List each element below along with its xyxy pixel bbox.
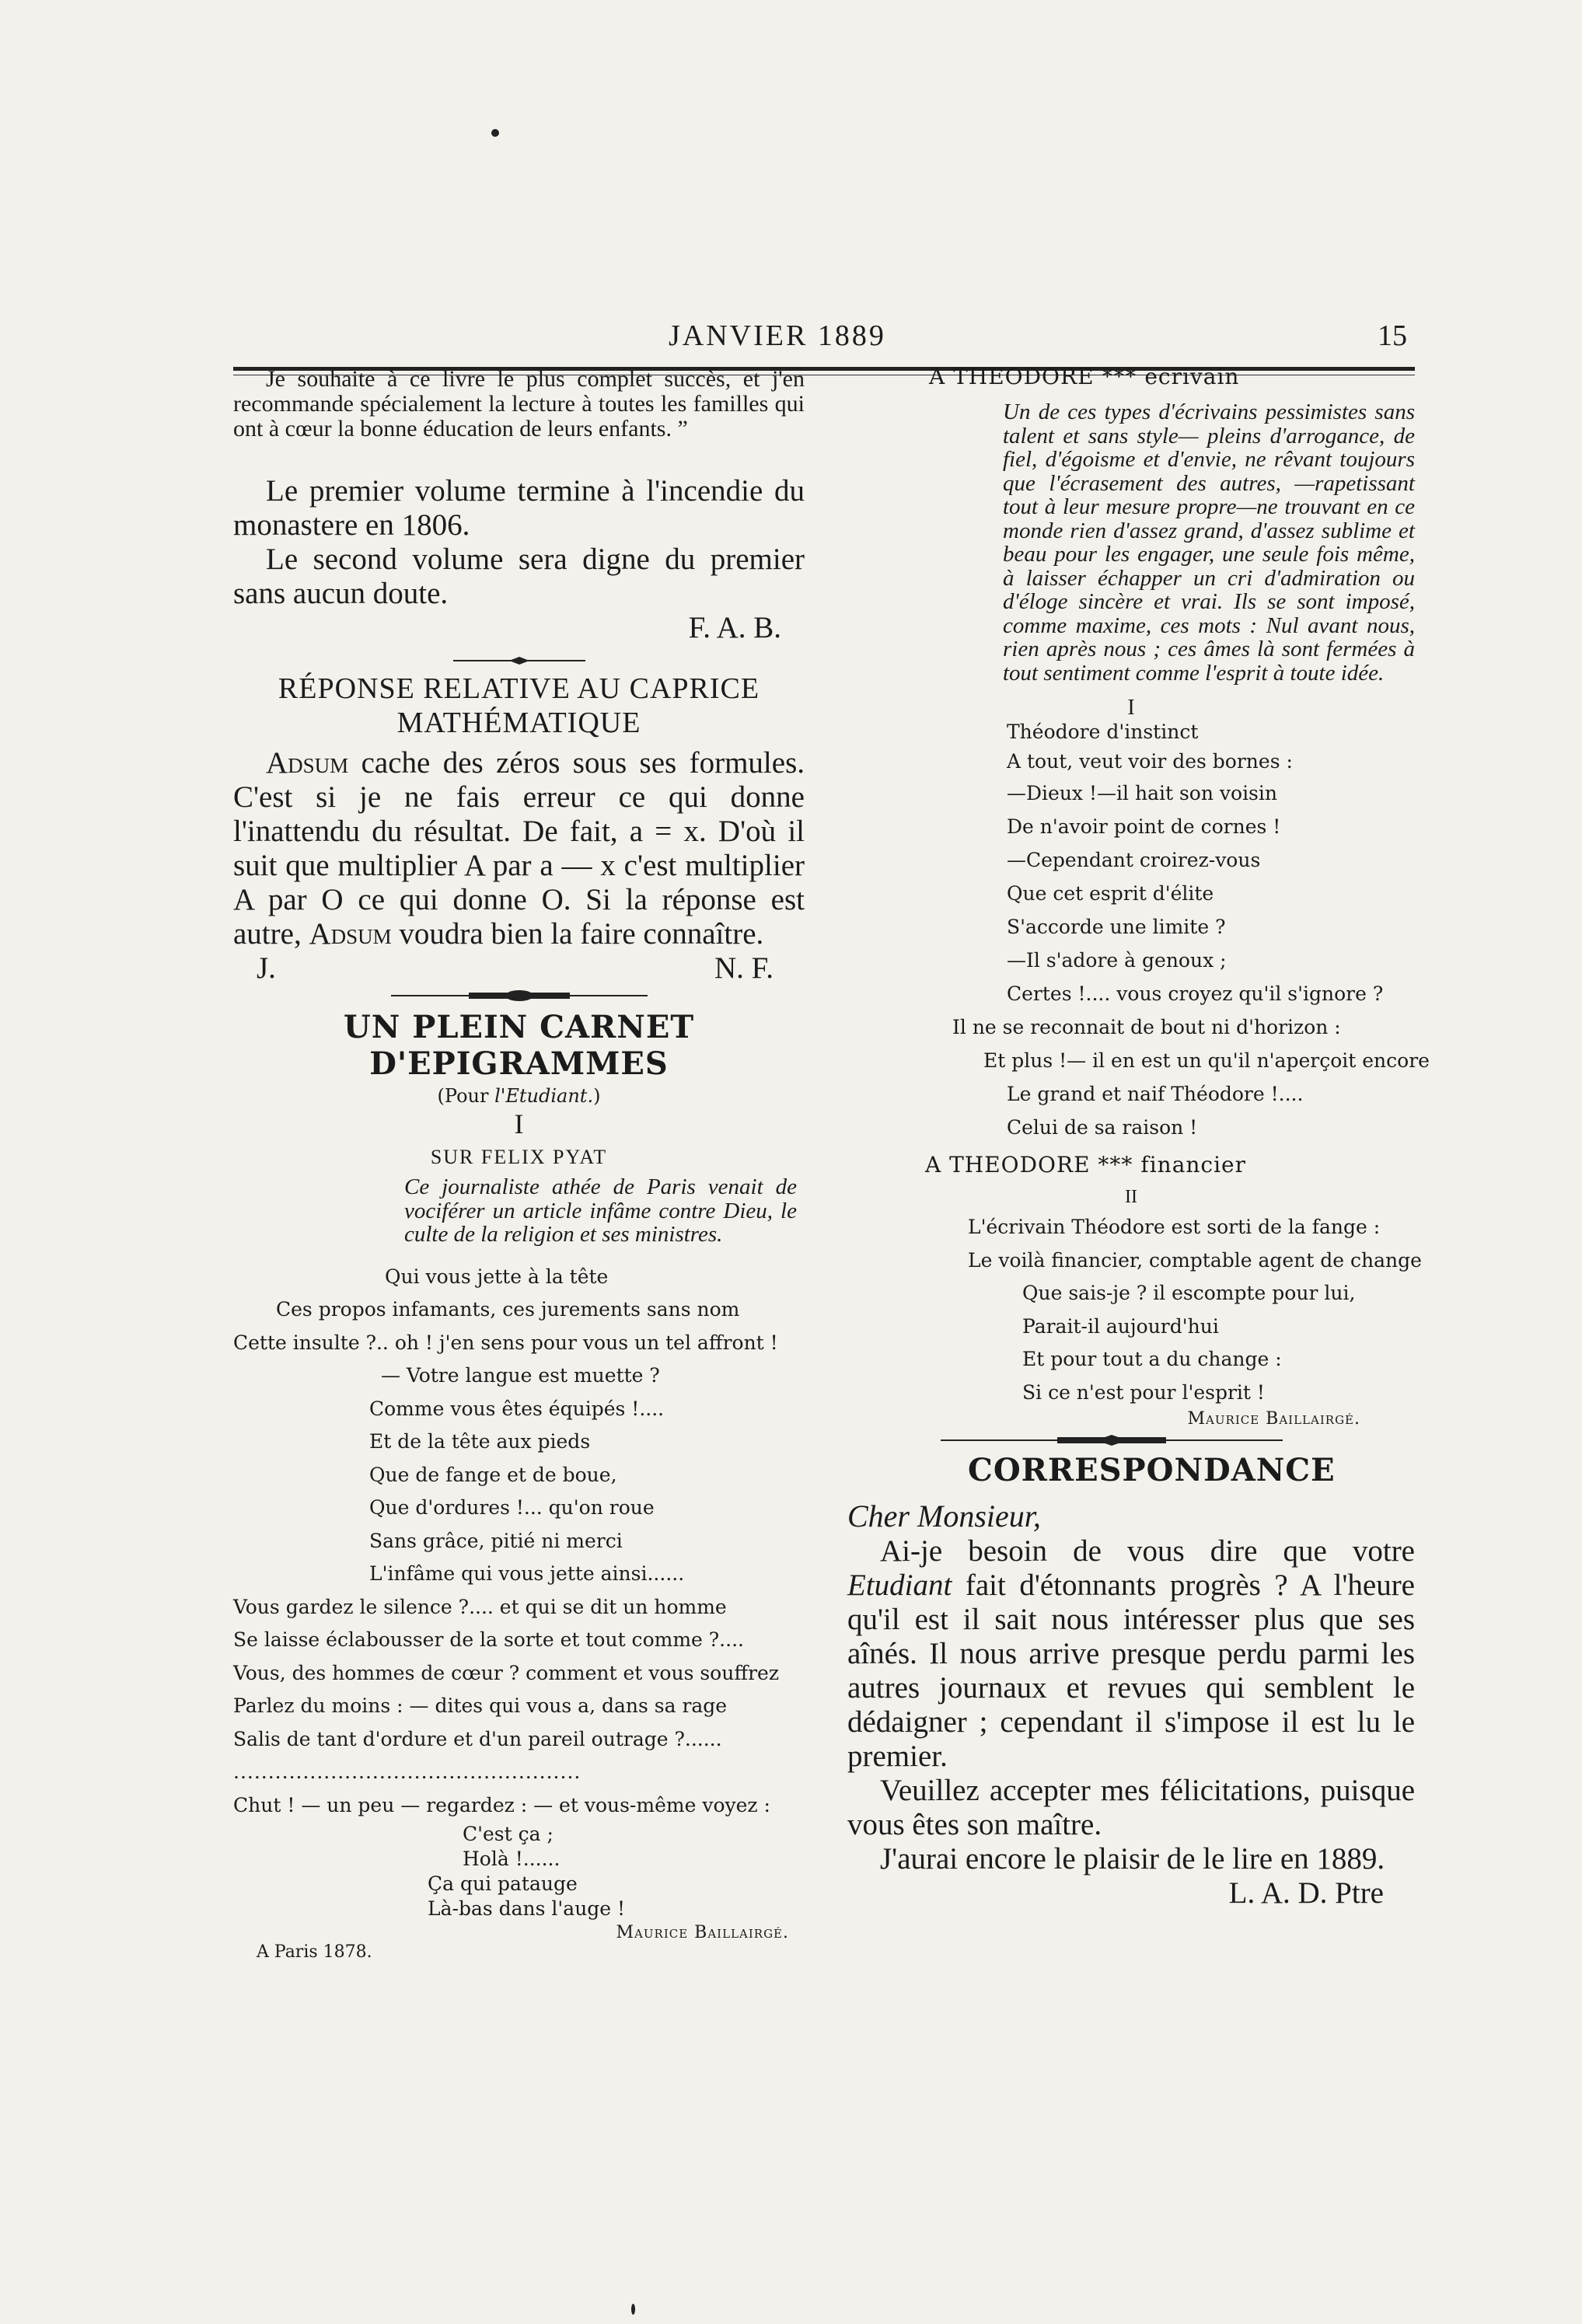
response-title: RÉPONSE RELATIVE AU CAPRICE — [278, 672, 760, 705]
poem-title: SUR FELIX PYAT — [430, 1146, 608, 1168]
verse-line: Si ce n'est pour l'esprit ! — [1022, 1380, 1265, 1404]
verse-line: L'infâme qui vous jette ainsi...... — [369, 1562, 685, 1585]
letter-paragraph: J'aurai encore le plaisir de le lire en 1889. — [880, 1842, 1385, 1876]
running-title: JANVIER 1889 — [669, 319, 886, 352]
verse-line: —Dieux !—il hait son voisin — [1007, 782, 1277, 804]
subtitle-text: (Pour — [437, 1085, 495, 1107]
response-text: cache des zéros sous ses formules. C'est si je ne fais erreur ce qui donne l'inattendu du résultat. De fait, a = x. D'où il suit que multiplier A par a — x c'est multiplier A par O ce qui donne O. Si la réponse est autre, — [233, 746, 805, 951]
section-ornament — [941, 1435, 1283, 1446]
poem-numeral: I — [514, 1108, 524, 1139]
review-paragraph: Le second volume sera digne du premier sans aucun doute. — [233, 543, 805, 610]
verse-line: Que cet esprit d'élite — [1007, 882, 1214, 905]
verse-line: De n'avoir point de cornes ! — [1007, 815, 1281, 838]
verse-line: Salis de tant d'ordure et d'un pareil outrage ?...... — [233, 1727, 722, 1750]
section-ornament — [453, 656, 585, 665]
verse-line: Que d'ordures !... qu'on roue — [369, 1496, 655, 1519]
verse-line: Là-bas dans l'auge ! — [428, 1897, 626, 1920]
verse-line: Parait-il aujourd'hui — [1022, 1314, 1219, 1338]
verse-line: Qui vous jette à la tête — [385, 1265, 609, 1288]
verse-line: Ces propos infamants, ces jurements sans nom — [276, 1298, 740, 1321]
subtitle-journal: l'Etudiant. — [494, 1085, 594, 1107]
poem-verses — [847, 1211, 1422, 1409]
letter-text: fait d'étonnants progrès ? A l'heure qu'il est il sait nous intéresser plus que ses aînés. Il nous arrive presque perdu parmi les autres journaux et revues qui semblent le dédaigner ; cependant il s'impose il est lu le premier. — [847, 1569, 1415, 1773]
left-column — [233, 359, 805, 1962]
adsum-name: Adsum — [309, 917, 392, 951]
verse-line: Que de fange et de boue, — [369, 1463, 617, 1486]
ink-speck — [631, 2304, 635, 2315]
verse-line: S'accorde une limite ? — [1007, 916, 1226, 938]
response-text: voudra bien la faire connaître. — [391, 917, 764, 951]
epigrammes-signature: Maurice Baillairgé. — [616, 1923, 789, 1942]
poem-numeral: II — [1125, 1187, 1137, 1207]
poem-dedication: A THEODORE *** financier — [925, 1152, 1247, 1178]
page-header — [233, 319, 1415, 365]
verse-line: Théodore d'instinct — [1007, 721, 1199, 743]
ellipsis-line: .................................................. — [233, 1760, 581, 1783]
section-ornament — [391, 990, 648, 1001]
verse-line: Celui de sa raison ! — [1007, 1116, 1198, 1139]
letter-signature: L. A. D. Ptre — [1228, 1876, 1384, 1910]
verse-line: Certes !.... vous croyez qu'il s'ignore ? — [1007, 982, 1384, 1005]
letter-text: Ai-je besoin de vous dire que votre — [880, 1534, 1415, 1568]
verse-line: —Cependant croirez-vous — [1007, 849, 1261, 871]
verse-line: — Votre langue est muette ? — [381, 1364, 660, 1387]
review-paragraph: Le premier volume termine à l'incendie du monastere en 1806. — [233, 474, 805, 542]
place-date: A Paris 1878. — [257, 1942, 372, 1962]
epigrammes-subtitle — [233, 1085, 805, 1107]
verse-line: Et pour tout a du change : — [1022, 1348, 1282, 1370]
response-sig-right: N. F. — [714, 951, 774, 985]
poem-epigraph: Un de ces types d'écrivains pessimistes sans talent et sans style— pleins d'arrogance, de fiel, d'égoisme et d'envie, ne rêvant toujours que l'écrasement des autres, —rapetissant tout à leur mesure propre—ne trouvant en ce monde rien d'assez grand, d'assez sublime et beau pour les engager, une seule fois même, à laisser échapper un cri d'admiration ou d'éloge sincère et vrai. Ils se sont imposé, comme maxime, ces mots : Nul avant nous, rien après nous ; ces âmes là sont fermées à tout sentiment comme l'esprit à toute idée. — [1003, 400, 1415, 686]
verse-line: L'écrivain Théodore est sorti de la fange : — [968, 1216, 1381, 1238]
adsum-name: Adsum — [266, 746, 349, 780]
journal-name: Etudiant — [847, 1569, 952, 1602]
verse-line: Chut ! — un peu — regardez : — et vous-même voyez : — [233, 1793, 770, 1816]
page-number: 15 — [1378, 319, 1407, 352]
verse-line: A tout, veut voir des bornes : — [1007, 750, 1293, 773]
verse-line: Il ne se reconnait de bout ni d'horizon : — [952, 1016, 1341, 1038]
verse-line: Que sais-je ? il escompte pour lui, — [1022, 1282, 1356, 1304]
verse-line: Vous gardez le silence ?.... et qui se dit un homme — [233, 1595, 727, 1618]
verse-line: Le grand et naif Théodore !.... — [1007, 1083, 1304, 1105]
correspondance-title: CORRESPONDANCE — [968, 1452, 1336, 1488]
right-column — [847, 359, 1430, 1910]
poem-epigraph: Ce journaliste athée de Paris venait de vociférer un article infâme contre Dieu, le culte de la religion et ses ministres. — [404, 1174, 797, 1247]
response-subtitle: MATHÉMATIQUE — [396, 707, 641, 739]
verse-line: C'est ça ; — [463, 1823, 554, 1845]
quote-ending: Je souhaite à ce livre le plus complet succès, et j'en recommande spécialement la lecture à toutes les familles qui ont à cœur la bonne éducation de leurs enfants. ” — [233, 366, 805, 441]
epigrammes-title: UN PLEIN CARNET D'EPIGRAMMES — [343, 1009, 695, 1082]
letter-paragraph — [847, 1534, 1415, 1774]
verse-line: Sans grâce, pitié ni merci — [369, 1529, 623, 1552]
poem-numeral: I — [1127, 696, 1135, 720]
poem-verses — [233, 1261, 805, 1922]
ink-speck — [491, 129, 499, 137]
verse-line: Parlez du moins : — dites qui vous a, dans sa rage — [233, 1694, 728, 1717]
verse-line: Se laisse éclabousser de la sorte et tout comme ?.... — [233, 1628, 744, 1651]
response-paragraph — [233, 746, 805, 951]
response-sig-left: J. — [257, 951, 276, 985]
verse-line: Et de la tête aux pieds — [369, 1430, 591, 1453]
poem-signature: Maurice Baillairgé. — [1187, 1409, 1360, 1429]
verse-line: Et plus !— il en est un qu'il n'aperçoit encore — [983, 1049, 1430, 1072]
verse-line: —Il s'adore à genoux ; — [1007, 949, 1227, 972]
verse-line: Le voilà financier, comptable agent de change — [968, 1248, 1422, 1272]
poem-dedication: A THEODORE *** ecrivain — [929, 364, 1240, 389]
verse-line: Ça qui patauge — [428, 1872, 578, 1895]
response-signatures — [233, 951, 805, 986]
verse-line: Vous, des hommes de cœur ? comment et vous souffrez — [233, 1661, 780, 1684]
review-signature: F. A. B. — [688, 611, 781, 644]
verse-line: Comme vous êtes équipés !.... — [369, 1397, 665, 1420]
subtitle-text: ) — [593, 1085, 601, 1107]
letter-paragraph: Veuillez accepter mes félicitations, puisque vous êtes son maître. — [847, 1774, 1415, 1841]
salutation: Cher Monsieur, — [847, 1499, 1041, 1534]
poem-verses — [847, 717, 1430, 1144]
verse-line: Holà !...... — [463, 1848, 561, 1870]
verse-line: Cette insulte ?.. oh ! j'en sens pour vous un tel affront ! — [233, 1331, 778, 1354]
